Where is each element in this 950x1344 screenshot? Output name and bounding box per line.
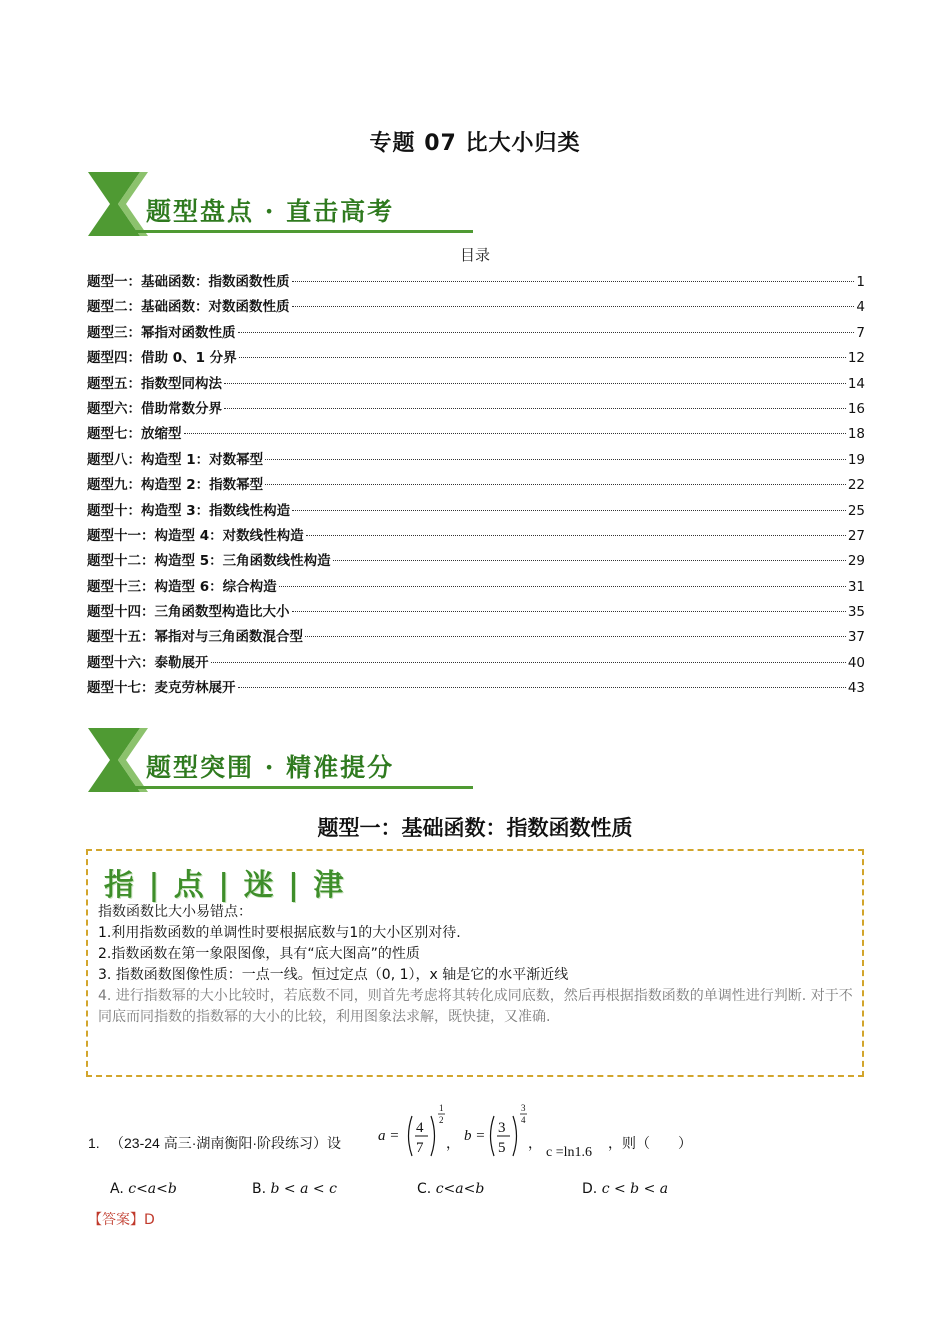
question-1 — [88, 1100, 868, 1170]
question-source: （23-24 高三·湖南衡阳·阶段练习）设 — [110, 1135, 342, 1151]
toc-entry-page: 31 — [847, 578, 865, 595]
toc-entry[interactable] — [87, 397, 865, 422]
var-a: a = — [378, 1128, 400, 1144]
table-of-contents — [87, 270, 865, 702]
option-text: c<a<b — [435, 1181, 485, 1197]
toc-entry-label: 题型五：指数型同构法 — [87, 375, 222, 392]
banner-graphic-2 — [88, 728, 478, 792]
toc-entry-label: 题型十二：构造型 5：三角函数线性构造 — [87, 553, 331, 570]
toc-entry[interactable] — [87, 321, 865, 346]
question-tail: ，则（ ） — [608, 1135, 692, 1151]
toc-entry-page: 18 — [847, 426, 865, 443]
question-number: 1. — [88, 1135, 100, 1151]
b-exp-den: 4 — [521, 1115, 526, 1125]
banner-graphic — [88, 172, 478, 236]
toc-entry-page: 40 — [847, 654, 865, 671]
a-exp-num: 1 — [439, 1103, 444, 1113]
toc-entry-page: 19 — [847, 451, 865, 468]
option-letter: A. — [110, 1181, 124, 1197]
tip-line: 1.利用指数函数的单调性时要根据底数与1的大小区别对待. — [98, 925, 461, 941]
toc-entry-label: 题型七：放缩型 — [87, 426, 182, 443]
option-c[interactable] — [417, 1181, 484, 1197]
tip-line: 2.指数函数在第一象限图像，具有“底大图高”的性质 — [98, 946, 420, 962]
toc-leader-dots — [292, 281, 855, 282]
toc-entry-page: 1 — [856, 274, 865, 290]
toc-leader-dots — [292, 306, 855, 307]
toc-entry-label: 题型三：幂指对函数性质 — [87, 324, 236, 341]
option-d[interactable] — [582, 1181, 668, 1197]
toc-entry-page: 14 — [847, 375, 865, 392]
toc-entry-label: 题型二：基础函数：对数函数性质 — [87, 299, 290, 316]
banner-section — [88, 728, 478, 792]
section-title: 题型一：基础函数：指数函数性质 — [317, 816, 633, 840]
toc-leader-dots — [333, 560, 846, 561]
toc-heading: 目录 — [459, 246, 490, 264]
toc-entry[interactable] — [87, 346, 865, 371]
toc-entry[interactable] — [87, 473, 865, 498]
toc-entry[interactable] — [87, 422, 865, 447]
toc-entry-page: 4 — [856, 299, 865, 316]
toc-entry[interactable] — [87, 372, 865, 397]
toc-entry-label: 题型九：构造型 2：指数幂型 — [87, 477, 264, 494]
toc-entry[interactable] — [87, 676, 865, 701]
answer-line: 【答案】D — [88, 1212, 155, 1228]
b-numerator: 3 — [498, 1120, 506, 1136]
tip-line: 3. 指数函数图像性质：一点一线。恒过定点（0, 1），x 轴是它的水平渐近线 — [98, 967, 569, 983]
toc-entry-label: 题型十三：构造型 6：综合构造 — [87, 578, 277, 595]
toc-leader-dots — [292, 510, 846, 511]
option-letter: D. — [582, 1181, 598, 1197]
toc-entry-label: 题型六：借助常数分界 — [87, 400, 222, 417]
banner-toc — [88, 172, 478, 236]
toc-entry-label: 题型一：基础函数：指数函数性质 — [87, 274, 290, 290]
toc-entry-page: 7 — [856, 324, 865, 341]
a-exp-den: 2 — [439, 1115, 444, 1125]
toc-entry[interactable] — [87, 651, 865, 676]
toc-leader-dots — [305, 636, 846, 637]
page-title: 专题 07 比大小归类 — [369, 131, 581, 156]
b-denominator: 5 — [498, 1140, 506, 1156]
toc-entry-label: 题型四：借助 0、1 分界 — [87, 350, 237, 367]
banner-section-text: 题型突围 · 精准提分 — [146, 753, 395, 782]
toc-leader-dots — [224, 408, 846, 409]
toc-entry[interactable] — [87, 600, 865, 625]
toc-entry-page: 29 — [847, 553, 865, 570]
comma-1: ， — [446, 1137, 460, 1152]
a-denominator: 7 — [416, 1140, 424, 1156]
comma-2: ， — [528, 1137, 542, 1152]
var-b: b = — [464, 1128, 486, 1144]
toc-entry-page: 35 — [847, 604, 865, 621]
toc-leader-dots — [239, 357, 846, 358]
toc-entry-label: 题型八：构造型 1：对数幂型 — [87, 451, 264, 468]
toc-entry-label: 题型十：构造型 3：指数线性构造 — [87, 502, 291, 519]
toc-entry[interactable] — [87, 625, 865, 650]
question-formula — [88, 1100, 868, 1170]
toc-leader-dots — [238, 687, 846, 688]
toc-entry-page: 43 — [847, 680, 865, 697]
option-letter: B. — [252, 1181, 267, 1197]
toc-entry-page: 22 — [847, 477, 865, 494]
toc-entry-page: 16 — [847, 400, 865, 417]
toc-entry[interactable] — [87, 295, 865, 320]
toc-entry-page: 37 — [847, 629, 865, 646]
option-text: c < b < a — [601, 1181, 669, 1197]
toc-leader-dots — [265, 459, 846, 460]
toc-leader-dots — [265, 484, 846, 485]
b-exp-num: 3 — [521, 1103, 526, 1113]
var-c: c =ln1.6 — [546, 1145, 592, 1160]
toc-entry[interactable] — [87, 499, 865, 524]
option-a[interactable] — [110, 1181, 177, 1197]
toc-leader-dots — [238, 332, 855, 333]
option-letter: C. — [417, 1181, 432, 1197]
toc-entry-page: 12 — [847, 350, 865, 367]
a-numerator: 4 — [416, 1120, 424, 1136]
tips-text — [98, 902, 858, 1028]
tip-line: 4. 进行指数幂的大小比较时，若底数不同，则首先考虑将其转化成同底数，然后再根据指数函数的单调性进行判断. 对于不同底而同指数的指数幂的大小的比较，利用图象法求解，既快捷，又准确. — [98, 988, 853, 1025]
toc-entry-label: 题型十六：泰勒展开 — [87, 654, 209, 671]
toc-leader-dots — [184, 433, 846, 434]
toc-entry-label: 题型十五：幂指对与三角函数混合型 — [87, 629, 303, 646]
toc-entry[interactable] — [87, 549, 865, 574]
toc-entry-label: 题型十一：构造型 4：对数线性构造 — [87, 527, 304, 544]
toc-entry-label: 题型十四：三角函数型构造比大小 — [87, 604, 290, 621]
toc-entry-label: 题型十七：麦克劳林展开 — [87, 680, 236, 697]
toc-entry-page: 27 — [847, 527, 865, 544]
toc-entry[interactable] — [87, 524, 865, 549]
banner-toc-text: 题型盘点 · 直击高考 — [146, 197, 395, 226]
option-b[interactable] — [252, 1181, 337, 1197]
tips-heading: 指 | 点 | 迷 | 津 — [104, 868, 346, 903]
toc-leader-dots — [306, 535, 846, 536]
toc-entry[interactable] — [87, 575, 865, 600]
toc-leader-dots — [292, 611, 846, 612]
toc-entry-page: 25 — [847, 502, 865, 519]
option-text: b < a < c — [270, 1181, 337, 1197]
toc-leader-dots — [224, 383, 846, 384]
toc-entry[interactable] — [87, 448, 865, 473]
tip-line: 指数函数比大小易错点： — [98, 904, 252, 920]
toc-leader-dots — [279, 586, 846, 587]
toc-leader-dots — [211, 662, 846, 663]
option-text: c<a<b — [128, 1181, 177, 1197]
toc-entry[interactable] — [87, 270, 865, 295]
